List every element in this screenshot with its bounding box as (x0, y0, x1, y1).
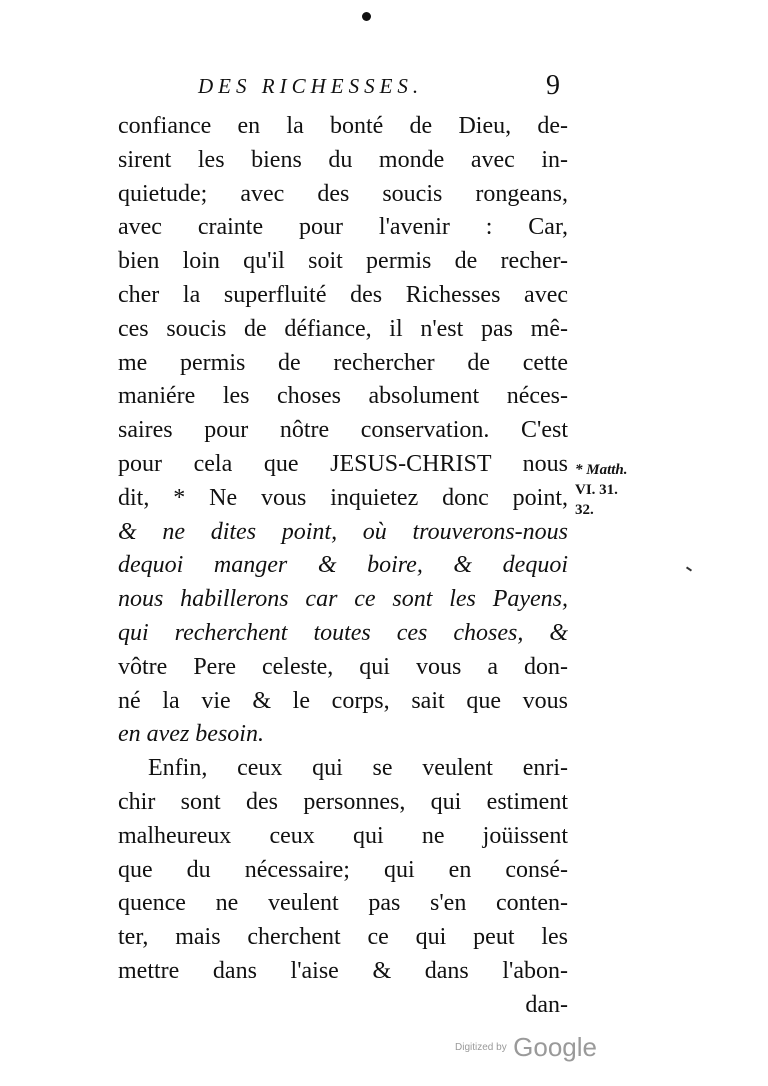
text-line: qui recherchent toutes ces choses, & (118, 619, 568, 646)
text-line: malheureux ceux qui ne joüissent (118, 822, 568, 849)
text-line: dit, * Ne vous inquietez donc point, (118, 484, 568, 511)
text-line: ces soucis de défiance, il n'est pas mê- (118, 315, 568, 342)
text-line: chir sont des personnes, qui estiment (118, 788, 568, 815)
text-line: maniére les choses absolument néces- (118, 383, 568, 410)
text-line: bien loin qu'il soit permis de recher- (118, 248, 568, 275)
text-line: mettre dans l'aise & dans l'abon- (118, 957, 568, 984)
text-line: sirent les biens du monde avec in- (118, 146, 568, 173)
body-text (118, 110, 568, 1023)
text-line: quence ne veulent pas s'en conten- (118, 890, 568, 917)
ink-dot (362, 12, 371, 21)
text-line: pour cela que JESUS-CHRIST nous (118, 450, 568, 477)
text-line: en avez besoin. (118, 721, 264, 748)
text-line: & ne dites point, où trouverons-nous (118, 518, 568, 545)
text-line: saires pour nôtre conservation. C'est (118, 417, 568, 444)
text-line: ter, mais cherchent ce qui peut les (118, 924, 568, 951)
text-line: vôtre Pere celeste, qui vous a don- (118, 653, 568, 680)
text-line: Enfin, ceux qui se veulent enri- (148, 755, 568, 782)
catchword: dan- (525, 991, 568, 1018)
running-head (198, 70, 568, 104)
text-line: quietude; avec des soucis rongeans, (118, 180, 568, 207)
page-number: 9 (546, 70, 560, 101)
ink-mark (686, 566, 692, 571)
text-line: confiance en la bonté de Dieu, de- (118, 113, 568, 139)
margin-note (575, 460, 655, 520)
text-line: me permis de rechercher de cette (118, 349, 568, 376)
text-line: né la vie & le corps, sait que vous (118, 687, 568, 714)
text-line: nous habillerons car ce sont les Payens, (118, 586, 568, 613)
margin-note-line: * Matth. (575, 462, 628, 478)
digitization-watermark (455, 1032, 597, 1063)
running-title: DES RICHESSES. (198, 74, 424, 98)
text-line: cher la superfluité des Richesses avec (118, 281, 568, 308)
watermark-prefix: Digitized by (455, 1042, 507, 1053)
text-line: avec crainte pour l'avenir : Car, (118, 214, 568, 241)
margin-note-line: 32. (575, 502, 594, 518)
text-line: que du nécessaire; qui en consé- (118, 856, 568, 883)
margin-note-line: VI. 31. (575, 482, 618, 498)
watermark-brand: Google (513, 1032, 597, 1062)
text-line: dequoi manger & boire, & dequoi (118, 552, 568, 579)
